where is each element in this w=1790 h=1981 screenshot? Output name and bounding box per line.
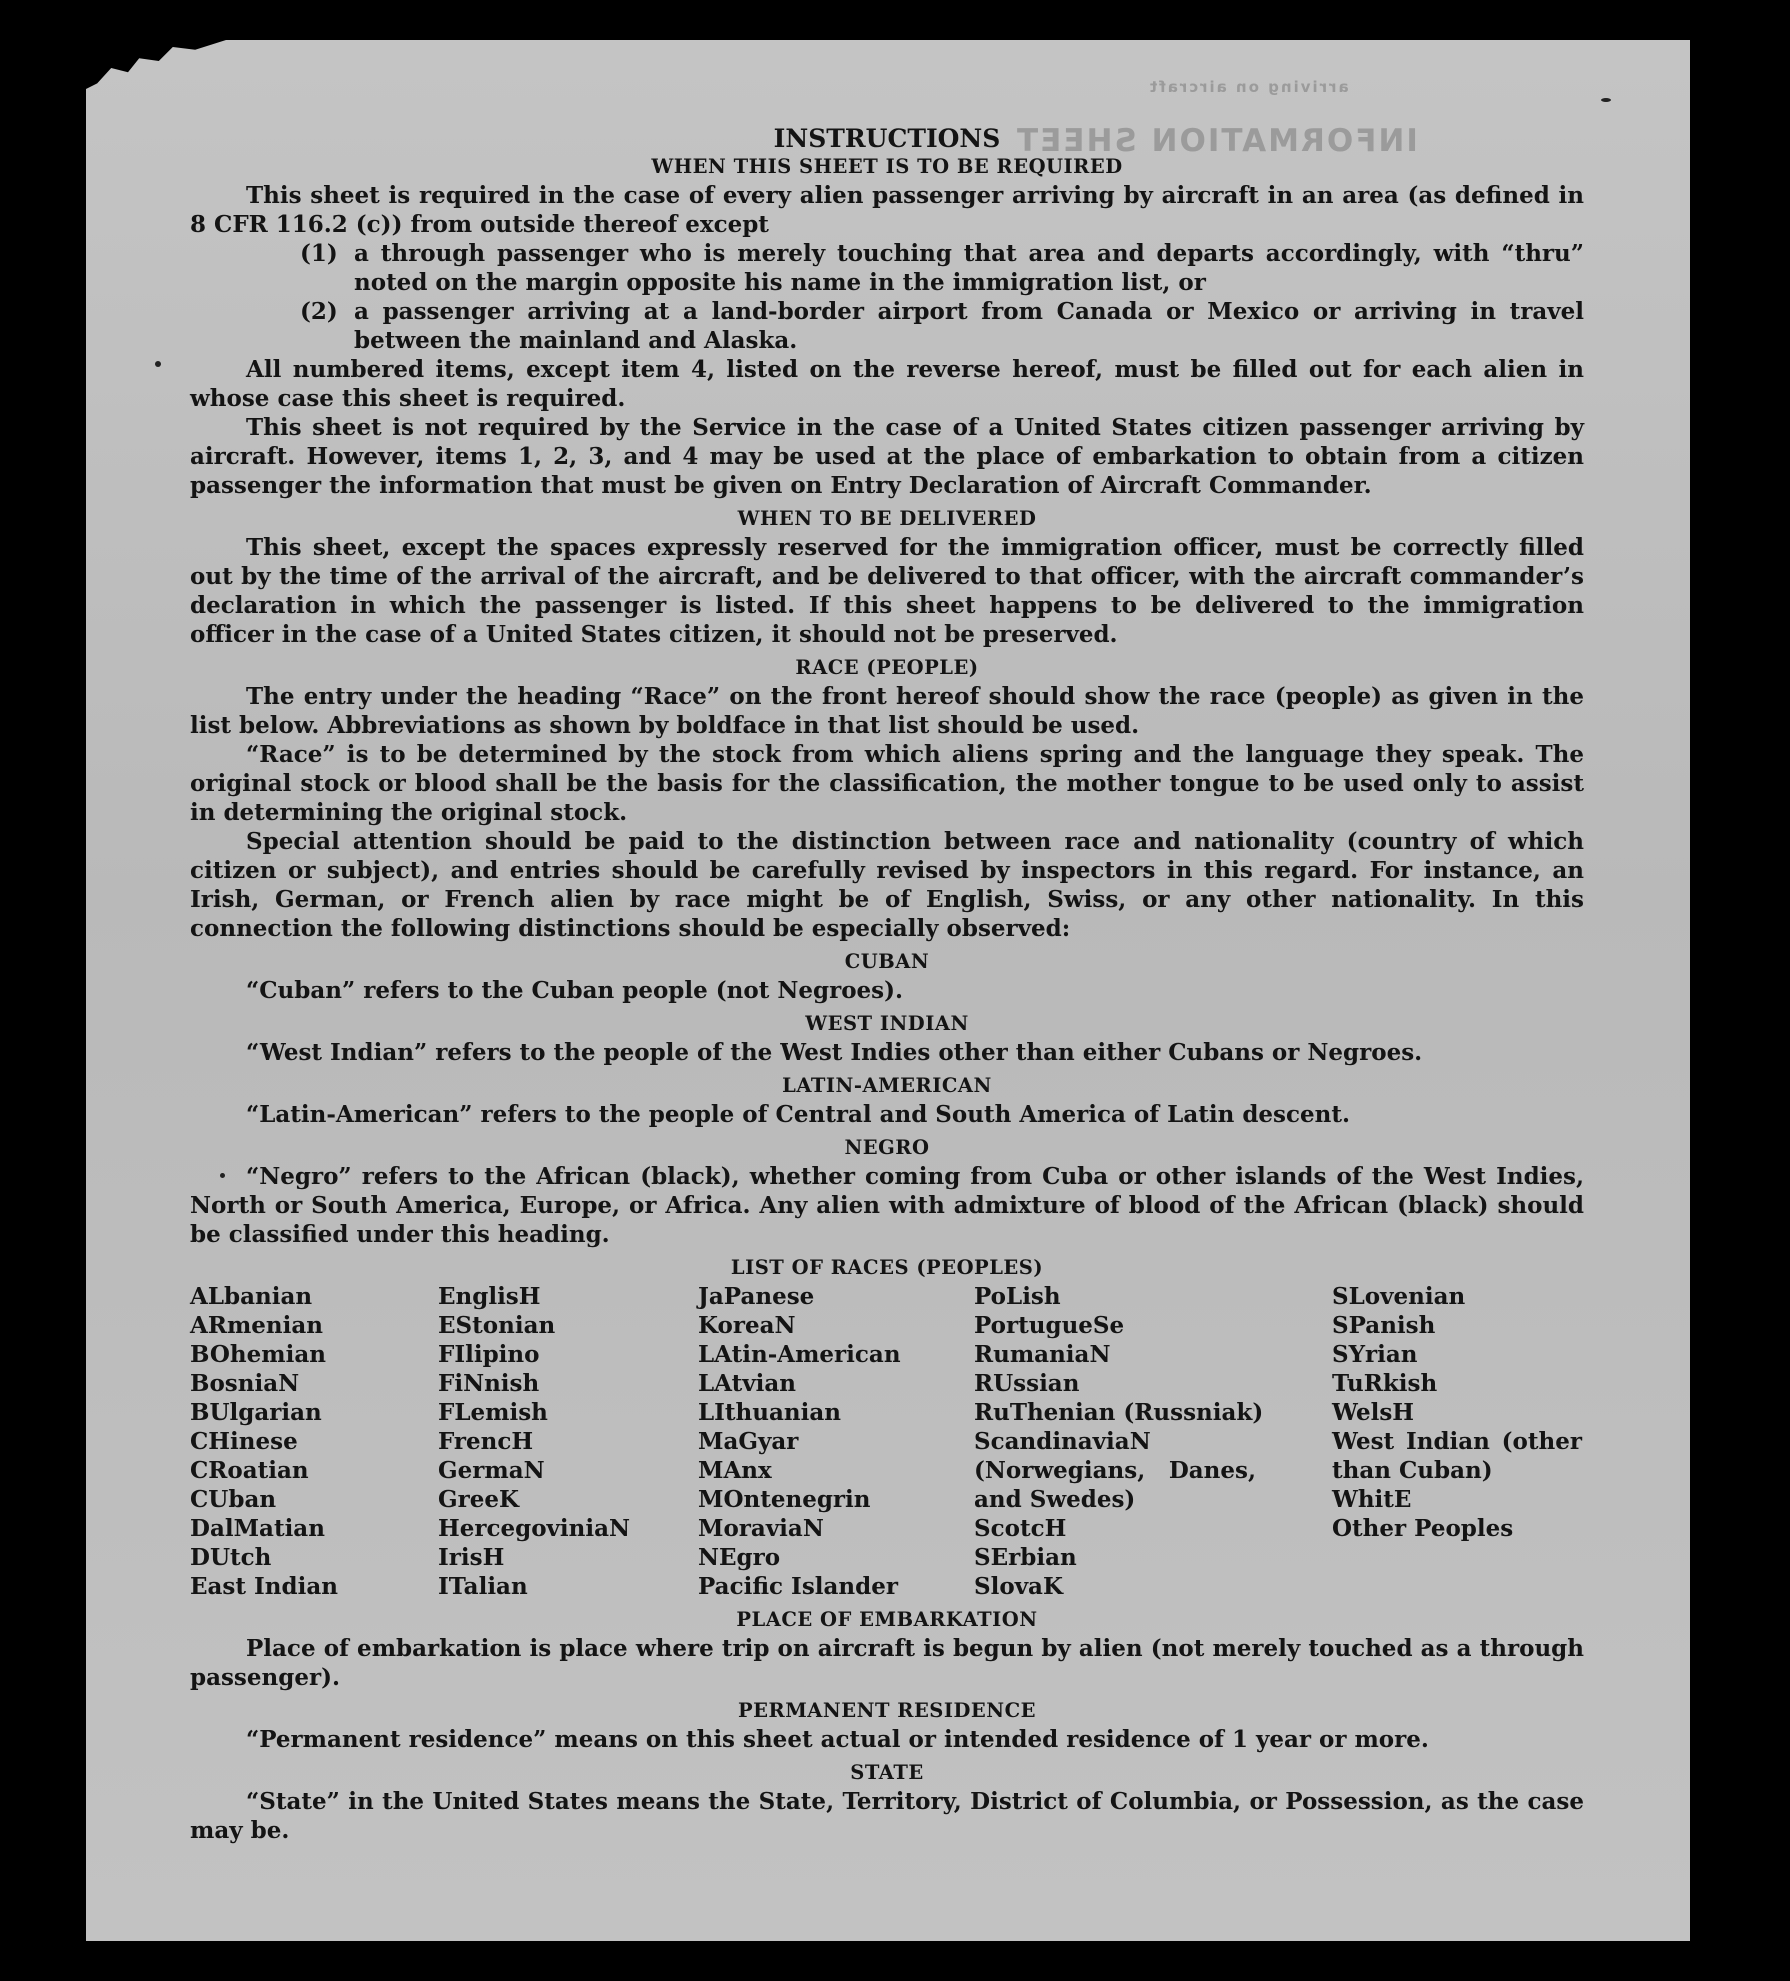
race-entry: TuRkish [1332, 1370, 1438, 1397]
race-entry: EnglisH [438, 1283, 541, 1310]
heading-negro: NEGRO [844, 1136, 930, 1159]
paragraph: “Permanent residence” means on this sheet actual or intended residence of 1 year or more. [246, 1726, 1429, 1753]
race-entry: EStonian [438, 1312, 556, 1339]
race-entry: FiNnish [438, 1370, 540, 1397]
race-column-3 [698, 1282, 974, 1601]
paragraph: This sheet, except the spaces expressly reserved for the immigration officer, must be correctly filled out by the time of the arrival of the aircraft, and be delivered to that officer, with the aircraft commander’s declaration in which the passenger is listed. If this sheet happens to be delivered to the immigration officer in the case of a United States citizen, it should not be preserved. [190, 534, 1584, 648]
race-entry: ARmenian [190, 1312, 324, 1339]
race-entry: Pacific Islander [698, 1573, 898, 1600]
paragraph: This sheet is not required by the Service in the case of a United States citizen passenger arriving by aircraft. However, items 1, 2, 3, and 4 may be used at the place of embarkation to obtain from a citizen passenger the information that must be given on Entry Declaration of Aircraft Commander. [190, 414, 1584, 499]
heading-state: STATE [850, 1761, 924, 1784]
page-title: INSTRUCTIONS [773, 124, 1001, 153]
race-entry: SPanish [1332, 1312, 1436, 1339]
race-entry: GreeK [438, 1486, 520, 1513]
race-entry: GermaN [438, 1457, 545, 1484]
instructions-body [190, 125, 1584, 1845]
race-entry: ALbanian [190, 1283, 313, 1310]
race-entry: BosniaN [190, 1370, 300, 1397]
race-entry: IrisH [438, 1544, 505, 1571]
speck [155, 361, 161, 367]
race-entry: PortugueSe [974, 1312, 1125, 1339]
item-number: (2) [300, 298, 338, 325]
heading-cuban: CUBAN [844, 950, 930, 973]
paragraph: All numbered items, except item 4, listed on the reverse hereof, must be filled out for each alien in whose case this sheet is required. [190, 356, 1584, 412]
bleed-through-fragment: arriving on aircraft [1148, 78, 1349, 96]
paragraph: “Cuban” refers to the Cuban people (not Negroes). [246, 977, 904, 1004]
race-entry: LAtin-American [698, 1341, 901, 1368]
heading-race: RACE (PEOPLE) [795, 656, 979, 679]
bleed-through-title: INFORMATION SHEET [1015, 123, 1418, 159]
item-number: (1) [300, 240, 338, 267]
paragraph: “Negro” refers to the African (black), whether coming from Cuba or other islands of the West Indies, North or South America, Europe, or Africa. Any alien with admixture of blood of the African (black) should be classified under this heading. [190, 1163, 1584, 1248]
race-entry: ScandinaviaN (Norwegians, Danes, and Swedes) [974, 1428, 1256, 1513]
heading-latin-american: LATIN-AMERICAN [782, 1074, 992, 1097]
race-entry: RUssian [974, 1370, 1080, 1397]
heading-list-of-races: LIST OF RACES (PEOPLES) [730, 1256, 1044, 1279]
race-entry: FIlipino [438, 1341, 540, 1368]
paragraph: “State” in the United States means the State, Territory, District of Columbia, or Possession, as the case may be. [190, 1788, 1584, 1844]
race-entry: JaPanese [698, 1283, 815, 1310]
paragraph: “Latin-American” refers to the people of Central and South America of Latin descent. [246, 1101, 1350, 1128]
paragraph: “Race” is to be determined by the stock from which aliens spring and the language they speak. The original stock or blood shall be the basis for the classification, the mother tongue to be used only to assist in determining the original stock. [190, 741, 1584, 826]
race-column-2 [438, 1282, 698, 1601]
race-column-4 [974, 1282, 1332, 1601]
race-entry: WhitE [1332, 1486, 1412, 1513]
heading-when-required: WHEN THIS SHEET IS TO BE REQUIRED [651, 155, 1123, 178]
paragraph: The entry under the heading “Race” on the front hereof should show the race (people) as given in the list below. Abbreviations as shown by boldface in that list should be used. [190, 683, 1584, 739]
race-list [190, 1282, 1584, 1601]
race-entry: MaGyar [698, 1428, 799, 1455]
race-entry: LAtvian [698, 1370, 796, 1397]
race-entry: Other Peoples [1332, 1515, 1514, 1542]
race-entry: MOntenegrin [698, 1486, 871, 1513]
race-entry: East Indian [190, 1573, 338, 1600]
race-entry: MAnx [698, 1457, 772, 1484]
race-entry: NEgro [698, 1544, 781, 1571]
race-entry: FrencH [438, 1428, 534, 1455]
race-entry: MoraviaN [698, 1515, 824, 1542]
heading-permanent-residence: PERMANENT RESIDENCE [737, 1699, 1036, 1722]
numbered-item [300, 239, 1584, 297]
race-entry: DUtch [190, 1544, 272, 1571]
race-entry: West Indian (other than Cuban) [1332, 1428, 1582, 1484]
race-entry: CRoatian [190, 1457, 309, 1484]
race-entry: FLemish [438, 1399, 548, 1426]
item-text: a through passenger who is merely touching that area and departs accordingly, with “thru” noted on the margin opposite his name in the immigration list, or [354, 240, 1584, 296]
paragraph: “West Indian” refers to the people of the West Indies other than either Cubans or Negroes. [246, 1039, 1423, 1066]
race-entry: BUlgarian [190, 1399, 322, 1426]
numbered-item [300, 297, 1584, 355]
race-entry: WelsH [1332, 1399, 1415, 1426]
race-entry: ScotcH [974, 1515, 1067, 1542]
speck [1601, 98, 1611, 102]
race-entry: RumaniaN [974, 1341, 1111, 1368]
race-entry: CUban [190, 1486, 277, 1513]
race-entry: CHinese [190, 1428, 298, 1455]
race-entry: PoLish [974, 1283, 1061, 1310]
heading-embarkation: PLACE OF EMBARKATION [736, 1608, 1038, 1631]
paragraph: Special attention should be paid to the distinction between race and nationality (country of which citizen or subject), and entries should be carefully revised by inspectors in this regard. For instance, an Irish, German, or French alien by race might be of English, Swiss, or any other nationality. In this connection the following distinctions should be especially observed: [190, 828, 1584, 942]
paragraph: Place of embarkation is place where trip on aircraft is begun by alien (not merely touched as a through passenger). [190, 1635, 1584, 1691]
race-entry: SErbian [974, 1544, 1077, 1571]
race-entry: SlovaK [974, 1573, 1063, 1600]
race-entry: HercegoviniaN [438, 1515, 631, 1542]
race-entry: ITalian [438, 1573, 528, 1600]
item-text: a passenger arriving at a land-border airport from Canada or Mexico or arriving in travel between the mainland and Alaska. [354, 298, 1584, 354]
race-entry: BOhemian [190, 1341, 326, 1368]
race-entry: KoreaN [698, 1312, 796, 1339]
paragraph: This sheet is required in the case of every alien passenger arriving by aircraft in an area (as defined in 8 CFR 116.2 (c)) from outside thereof except [190, 182, 1584, 238]
race-entry: DalMatian [190, 1515, 325, 1542]
heading-west-indian: WEST INDIAN [805, 1012, 969, 1035]
race-column-1 [190, 1282, 438, 1601]
race-column-5 [1332, 1282, 1584, 1601]
race-entry: SYrian [1332, 1341, 1418, 1368]
race-entry: LIthuanian [698, 1399, 841, 1426]
race-entry: RuThenian (Russniak) [974, 1399, 1264, 1426]
heading-when-delivered: WHEN TO BE DELIVERED [737, 507, 1037, 530]
race-entry: SLovenian [1332, 1283, 1466, 1310]
